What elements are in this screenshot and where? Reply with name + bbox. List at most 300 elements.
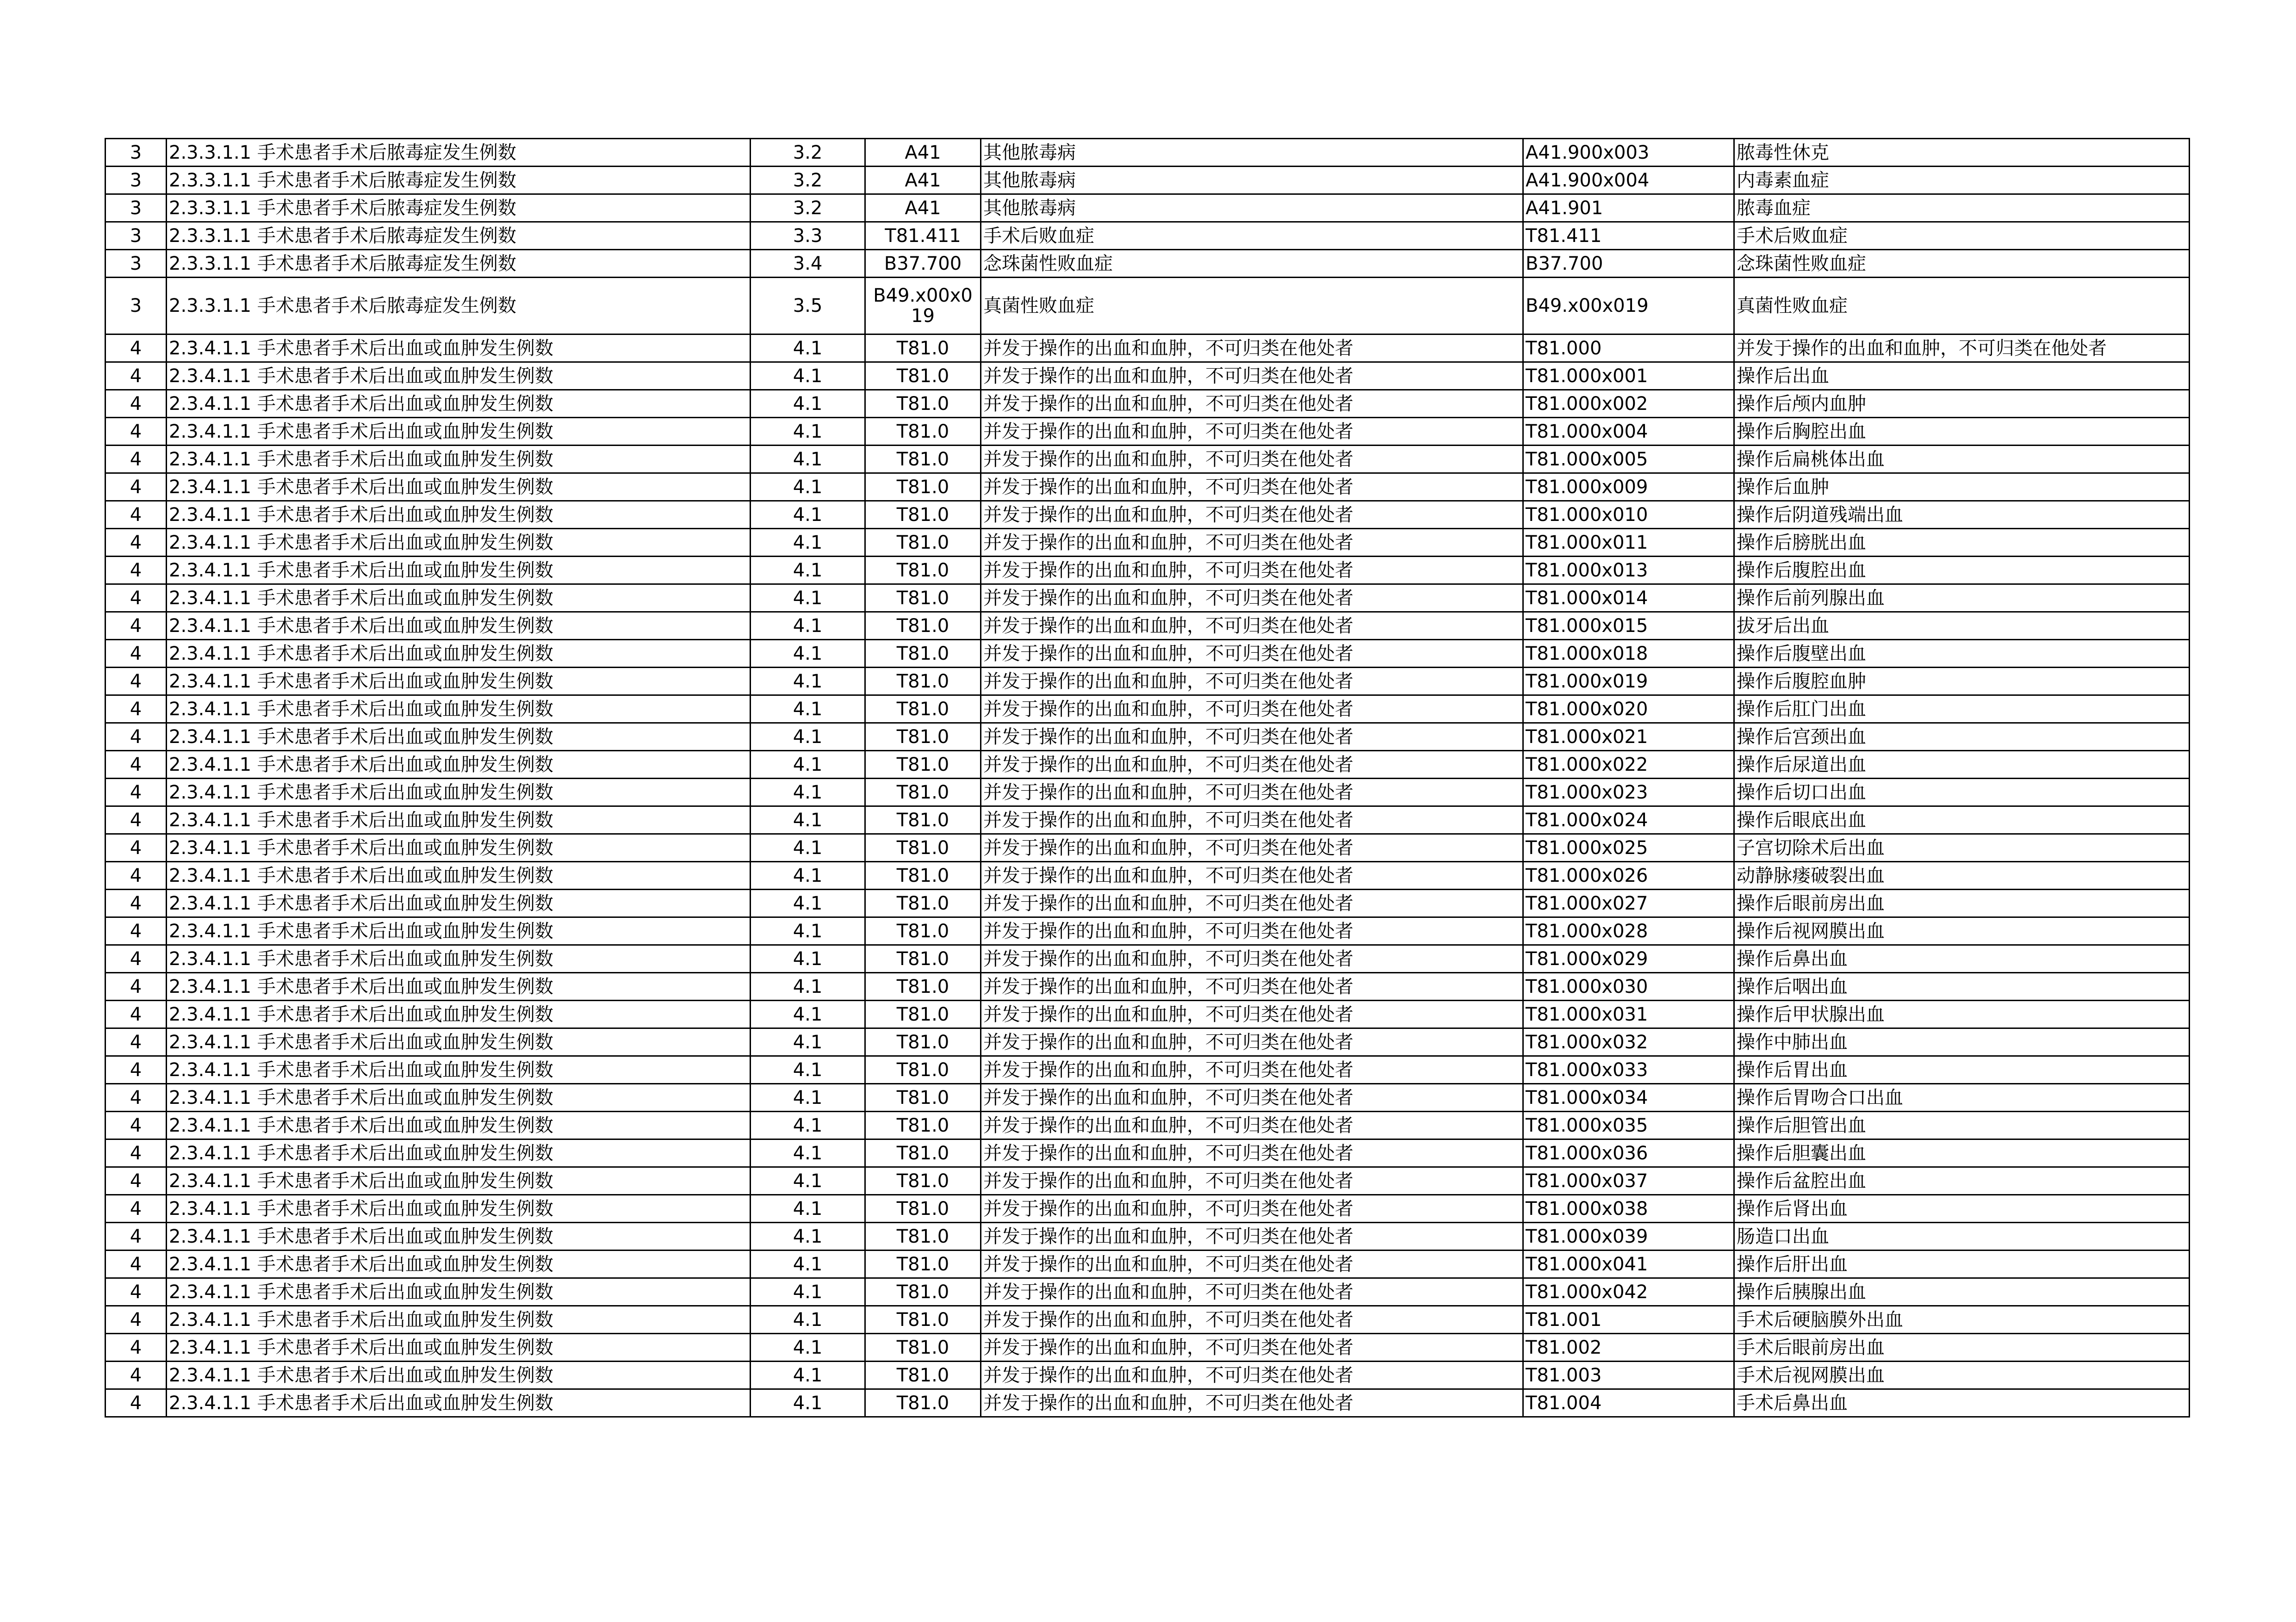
sub-index-cell: 4.1 — [751, 1389, 865, 1417]
group-cell: 4 — [105, 751, 167, 779]
category-name-cell: 并发于操作的出血和血肿，不可归类在他处者 — [981, 1112, 1523, 1139]
category-name-cell: 并发于操作的出血和血肿，不可归类在他处者 — [981, 473, 1523, 501]
table-row — [105, 1362, 2190, 1389]
category-code-cell: T81.0 — [865, 806, 981, 834]
diagnosis-name-cell: 操作后前列腺出血 — [1734, 584, 2190, 612]
table-row — [105, 862, 2190, 890]
diagnosis-code-cell: T81.000x030 — [1523, 973, 1734, 1001]
sub-index-cell: 4.1 — [751, 529, 865, 557]
category-code-cell: A41 — [865, 139, 981, 167]
sub-index-cell: 4.1 — [751, 612, 865, 640]
diagnosis-name-cell: 操作后颅内血肿 — [1734, 390, 2190, 418]
table-row — [105, 890, 2190, 917]
category-name-cell: 并发于操作的出血和血肿，不可归类在他处者 — [981, 390, 1523, 418]
diagnosis-code-cell: T81.000x013 — [1523, 557, 1734, 584]
indicator-cell: 2.3.4.1.1 手术患者手术后出血或血肿发生例数 — [167, 834, 751, 862]
category-code-cell: T81.0 — [865, 640, 981, 668]
diagnosis-code-cell: T81.000x041 — [1523, 1251, 1734, 1278]
diagnosis-name-cell: 操作后尿道出血 — [1734, 751, 2190, 779]
diagnosis-name-cell: 操作后血肿 — [1734, 473, 2190, 501]
category-code-cell: T81.0 — [865, 1362, 981, 1389]
sub-index-cell: 4.1 — [751, 806, 865, 834]
indicator-cell: 2.3.4.1.1 手术患者手术后出血或血肿发生例数 — [167, 1195, 751, 1223]
sub-index-cell: 4.1 — [751, 362, 865, 390]
category-name-cell: 并发于操作的出血和血肿，不可归类在他处者 — [981, 446, 1523, 473]
category-name-cell: 手术后败血症 — [981, 222, 1523, 250]
category-code-cell: T81.0 — [865, 473, 981, 501]
indicator-cell: 2.3.3.1.1 手术患者手术后脓毒症发生例数 — [167, 250, 751, 278]
category-name-cell: 并发于操作的出血和血肿，不可归类在他处者 — [981, 834, 1523, 862]
indicator-cell: 2.3.4.1.1 手术患者手术后出血或血肿发生例数 — [167, 334, 751, 362]
indicator-cell: 2.3.3.1.1 手术患者手术后脓毒症发生例数 — [167, 222, 751, 250]
sub-index-cell: 4.1 — [751, 1251, 865, 1278]
group-cell: 4 — [105, 1223, 167, 1251]
sub-index-cell: 4.1 — [751, 862, 865, 890]
table-row — [105, 945, 2190, 973]
group-cell: 4 — [105, 806, 167, 834]
sub-index-cell: 4.1 — [751, 917, 865, 945]
table-row — [105, 1223, 2190, 1251]
group-cell: 4 — [105, 779, 167, 806]
sub-index-cell: 4.1 — [751, 1112, 865, 1139]
category-code-cell: T81.0 — [865, 779, 981, 806]
group-cell: 3 — [105, 250, 167, 278]
diagnosis-code-cell: T81.000x028 — [1523, 917, 1734, 945]
category-code-cell: T81.0 — [865, 973, 981, 1001]
diagnosis-name-cell: 拔牙后出血 — [1734, 612, 2190, 640]
group-cell: 3 — [105, 167, 167, 194]
diagnosis-name-cell: 操作后出血 — [1734, 362, 2190, 390]
indicator-cell: 2.3.4.1.1 手术患者手术后出血或血肿发生例数 — [167, 1278, 751, 1306]
category-code-cell: T81.0 — [865, 1334, 981, 1362]
group-cell: 4 — [105, 1195, 167, 1223]
diagnosis-name-cell: 操作后胃吻合口出血 — [1734, 1084, 2190, 1112]
category-name-cell: 并发于操作的出血和血肿，不可归类在他处者 — [981, 917, 1523, 945]
sub-index-cell: 4.1 — [751, 1167, 865, 1195]
category-code-cell: T81.0 — [865, 1084, 981, 1112]
group-cell: 4 — [105, 584, 167, 612]
category-code-cell: T81.0 — [865, 584, 981, 612]
diagnosis-code-cell: B49.x00x019 — [1523, 278, 1734, 334]
indicator-cell: 2.3.4.1.1 手术患者手术后出血或血肿发生例数 — [167, 529, 751, 557]
diagnosis-name-cell: 念珠菌性败血症 — [1734, 250, 2190, 278]
group-cell: 4 — [105, 473, 167, 501]
group-cell: 4 — [105, 890, 167, 917]
category-name-cell: 并发于操作的出血和血肿，不可归类在他处者 — [981, 723, 1523, 751]
group-cell: 4 — [105, 1056, 167, 1084]
group-cell: 4 — [105, 945, 167, 973]
category-code-cell: T81.0 — [865, 862, 981, 890]
sub-index-cell: 3.3 — [751, 222, 865, 250]
category-code-cell: T81.0 — [865, 945, 981, 973]
indicator-cell: 2.3.4.1.1 手术患者手术后出血或血肿发生例数 — [167, 1167, 751, 1195]
sub-index-cell: 4.1 — [751, 695, 865, 723]
category-code-cell: A41 — [865, 194, 981, 222]
category-code-cell: T81.0 — [865, 751, 981, 779]
sub-index-cell: 4.1 — [751, 640, 865, 668]
diagnosis-name-cell: 手术后视网膜出血 — [1734, 1362, 2190, 1389]
table-row — [105, 584, 2190, 612]
diagnosis-name-cell: 操作后视网膜出血 — [1734, 917, 2190, 945]
table-row — [105, 529, 2190, 557]
diagnosis-name-cell: 操作后胆管出血 — [1734, 1112, 2190, 1139]
category-name-cell: 并发于操作的出血和血肿，不可归类在他处者 — [981, 1028, 1523, 1056]
indicator-cell: 2.3.4.1.1 手术患者手术后出血或血肿发生例数 — [167, 862, 751, 890]
indicator-cell: 2.3.3.1.1 手术患者手术后脓毒症发生例数 — [167, 139, 751, 167]
indicator-cell: 2.3.4.1.1 手术患者手术后出血或血肿发生例数 — [167, 668, 751, 695]
category-name-cell: 并发于操作的出血和血肿，不可归类在他处者 — [981, 362, 1523, 390]
category-name-cell: 其他脓毒病 — [981, 194, 1523, 222]
diagnosis-code-cell: A41.901 — [1523, 194, 1734, 222]
indicator-cell: 2.3.4.1.1 手术患者手术后出血或血肿发生例数 — [167, 917, 751, 945]
sub-index-cell: 4.1 — [751, 1056, 865, 1084]
category-name-cell: 并发于操作的出血和血肿，不可归类在他处者 — [981, 1223, 1523, 1251]
diagnosis-name-cell: 操作后膀胱出血 — [1734, 529, 2190, 557]
category-code-cell: T81.0 — [865, 557, 981, 584]
diagnosis-code-cell: T81.001 — [1523, 1306, 1734, 1334]
table-row — [105, 334, 2190, 362]
table-row — [105, 1251, 2190, 1278]
category-code-cell: T81.0 — [865, 501, 981, 529]
diagnosis-name-cell: 子宫切除术后出血 — [1734, 834, 2190, 862]
table-row — [105, 723, 2190, 751]
indicator-cell: 2.3.3.1.1 手术患者手术后脓毒症发生例数 — [167, 194, 751, 222]
sub-index-cell: 4.1 — [751, 1139, 865, 1167]
category-name-cell: 并发于操作的出血和血肿，不可归类在他处者 — [981, 1306, 1523, 1334]
category-code-cell: T81.0 — [865, 446, 981, 473]
indicator-cell: 2.3.4.1.1 手术患者手术后出血或血肿发生例数 — [167, 973, 751, 1001]
diagnosis-name-cell: 操作中肺出血 — [1734, 1028, 2190, 1056]
diagnosis-name-cell: 真菌性败血症 — [1734, 278, 2190, 334]
category-name-cell: 并发于操作的出血和血肿，不可归类在他处者 — [981, 584, 1523, 612]
table-row — [105, 139, 2190, 167]
table-row — [105, 390, 2190, 418]
category-code-cell: T81.0 — [865, 1195, 981, 1223]
diagnosis-code-cell: T81.000x019 — [1523, 668, 1734, 695]
sub-index-cell: 3.2 — [751, 167, 865, 194]
category-code-cell: T81.0 — [865, 390, 981, 418]
category-code-cell: T81.0 — [865, 1056, 981, 1084]
category-code-cell: T81.0 — [865, 612, 981, 640]
indicator-cell: 2.3.4.1.1 手术患者手术后出血或血肿发生例数 — [167, 1389, 751, 1417]
indicator-cell: 2.3.4.1.1 手术患者手术后出血或血肿发生例数 — [167, 695, 751, 723]
diagnosis-code-cell: T81.000x025 — [1523, 834, 1734, 862]
group-cell: 4 — [105, 834, 167, 862]
group-cell: 3 — [105, 222, 167, 250]
table-row — [105, 1028, 2190, 1056]
table-row — [105, 1001, 2190, 1028]
category-code-cell: T81.411 — [865, 222, 981, 250]
category-code-cell: T81.0 — [865, 917, 981, 945]
diagnosis-name-cell: 操作后甲状腺出血 — [1734, 1001, 2190, 1028]
category-name-cell: 并发于操作的出血和血肿，不可归类在他处者 — [981, 1001, 1523, 1028]
table-row — [105, 1112, 2190, 1139]
table-row — [105, 1306, 2190, 1334]
sub-index-cell: 4.1 — [751, 473, 865, 501]
table-row — [105, 1139, 2190, 1167]
sub-index-cell: 3.4 — [751, 250, 865, 278]
category-name-cell: 并发于操作的出血和血肿，不可归类在他处者 — [981, 1167, 1523, 1195]
category-code-cell: T81.0 — [865, 334, 981, 362]
category-code-cell: B37.700 — [865, 250, 981, 278]
category-code-cell: B49.x00x019 — [865, 278, 981, 334]
category-name-cell: 并发于操作的出血和血肿，不可归类在他处者 — [981, 640, 1523, 668]
category-code-cell: T81.0 — [865, 1223, 981, 1251]
table-row — [105, 362, 2190, 390]
diagnosis-code-cell: T81.000x032 — [1523, 1028, 1734, 1056]
category-code-cell: T81.0 — [865, 529, 981, 557]
table-row — [105, 806, 2190, 834]
category-code-cell: T81.0 — [865, 1306, 981, 1334]
diagnosis-code-cell: A41.900x003 — [1523, 139, 1734, 167]
category-code-cell: A41 — [865, 167, 981, 194]
diagnosis-code-cell: T81.000x037 — [1523, 1167, 1734, 1195]
diagnosis-name-cell: 操作后肛门出血 — [1734, 695, 2190, 723]
diagnosis-code-cell: T81.000x033 — [1523, 1056, 1734, 1084]
group-cell: 4 — [105, 1112, 167, 1139]
diagnosis-name-cell: 操作后扁桃体出血 — [1734, 446, 2190, 473]
indicator-cell: 2.3.4.1.1 手术患者手术后出血或血肿发生例数 — [167, 751, 751, 779]
category-code-cell: T81.0 — [865, 418, 981, 446]
category-name-cell: 并发于操作的出血和血肿，不可归类在他处者 — [981, 695, 1523, 723]
sub-index-cell: 4.1 — [751, 973, 865, 1001]
sub-index-cell: 4.1 — [751, 668, 865, 695]
diagnosis-name-cell: 操作后胆囊出血 — [1734, 1139, 2190, 1167]
category-name-cell: 并发于操作的出血和血肿，不可归类在他处者 — [981, 1056, 1523, 1084]
category-name-cell: 念珠菌性败血症 — [981, 250, 1523, 278]
table-row — [105, 1389, 2190, 1417]
category-name-cell: 并发于操作的出血和血肿，不可归类在他处者 — [981, 1139, 1523, 1167]
table-row — [105, 222, 2190, 250]
diagnosis-name-cell: 内毒素血症 — [1734, 167, 2190, 194]
group-cell: 4 — [105, 418, 167, 446]
diagnosis-code-cell: T81.000x024 — [1523, 806, 1734, 834]
diagnosis-code-cell: T81.000x018 — [1523, 640, 1734, 668]
diagnosis-name-cell: 并发于操作的出血和血肿，不可归类在他处者 — [1734, 334, 2190, 362]
diagnosis-code-cell: T81.000x010 — [1523, 501, 1734, 529]
table-row — [105, 612, 2190, 640]
table-row — [105, 278, 2190, 334]
diagnosis-code-cell: T81.000x031 — [1523, 1001, 1734, 1028]
group-cell: 4 — [105, 973, 167, 1001]
sub-index-cell: 4.1 — [751, 1362, 865, 1389]
category-name-cell: 并发于操作的出血和血肿，不可归类在他处者 — [981, 1084, 1523, 1112]
category-code-cell: T81.0 — [865, 362, 981, 390]
diagnosis-code-cell: T81.411 — [1523, 222, 1734, 250]
table-row — [105, 250, 2190, 278]
diagnosis-code-cell: T81.000x011 — [1523, 529, 1734, 557]
category-code-cell: T81.0 — [865, 1167, 981, 1195]
diagnosis-name-cell: 操作后腹腔出血 — [1734, 557, 2190, 584]
category-code-cell: T81.0 — [865, 890, 981, 917]
indicator-cell: 2.3.4.1.1 手术患者手术后出血或血肿发生例数 — [167, 612, 751, 640]
group-cell: 3 — [105, 278, 167, 334]
table-row — [105, 973, 2190, 1001]
sub-index-cell: 4.1 — [751, 1001, 865, 1028]
sub-index-cell: 4.1 — [751, 1223, 865, 1251]
diagnosis-code-cell: T81.000x014 — [1523, 584, 1734, 612]
sub-index-cell: 4.1 — [751, 334, 865, 362]
category-code-cell: T81.0 — [865, 723, 981, 751]
diagnosis-code-cell: T81.000x039 — [1523, 1223, 1734, 1251]
category-name-cell: 并发于操作的出血和血肿，不可归类在他处者 — [981, 501, 1523, 529]
sub-index-cell: 4.1 — [751, 779, 865, 806]
diagnosis-code-cell: T81.000x022 — [1523, 751, 1734, 779]
diagnosis-name-cell: 操作后肝出血 — [1734, 1251, 2190, 1278]
indicator-cell: 2.3.3.1.1 手术患者手术后脓毒症发生例数 — [167, 167, 751, 194]
diagnosis-name-cell: 操作后肾出血 — [1734, 1195, 2190, 1223]
category-name-cell: 并发于操作的出血和血肿，不可归类在他处者 — [981, 1362, 1523, 1389]
diagnosis-name-cell: 手术后败血症 — [1734, 222, 2190, 250]
group-cell: 4 — [105, 334, 167, 362]
diagnosis-name-cell: 肠造口出血 — [1734, 1223, 2190, 1251]
category-code-cell: T81.0 — [865, 668, 981, 695]
table-row — [105, 446, 2190, 473]
category-name-cell: 并发于操作的出血和血肿，不可归类在他处者 — [981, 334, 1523, 362]
category-name-cell: 并发于操作的出血和血肿，不可归类在他处者 — [981, 529, 1523, 557]
category-name-cell: 并发于操作的出血和血肿，不可归类在他处者 — [981, 1251, 1523, 1278]
group-cell: 4 — [105, 529, 167, 557]
category-code-cell: T81.0 — [865, 1139, 981, 1167]
group-cell: 4 — [105, 362, 167, 390]
table-row — [105, 194, 2190, 222]
diagnosis-name-cell: 操作后腹腔血肿 — [1734, 668, 2190, 695]
indicator-cell: 2.3.4.1.1 手术患者手术后出血或血肿发生例数 — [167, 1139, 751, 1167]
group-cell: 4 — [105, 557, 167, 584]
table-row — [105, 418, 2190, 446]
category-name-cell: 并发于操作的出血和血肿，不可归类在他处者 — [981, 1278, 1523, 1306]
diagnosis-code-cell: T81.004 — [1523, 1389, 1734, 1417]
diagnosis-code-cell: T81.000x015 — [1523, 612, 1734, 640]
category-name-cell: 其他脓毒病 — [981, 167, 1523, 194]
sub-index-cell: 4.1 — [751, 418, 865, 446]
group-cell: 4 — [105, 1001, 167, 1028]
diagnosis-name-cell: 操作后胃出血 — [1734, 1056, 2190, 1084]
diagnosis-code-cell: T81.000x026 — [1523, 862, 1734, 890]
sub-index-cell: 4.1 — [751, 446, 865, 473]
sub-index-cell: 4.1 — [751, 1278, 865, 1306]
sub-index-cell: 4.1 — [751, 390, 865, 418]
category-code-cell: T81.0 — [865, 1028, 981, 1056]
diagnosis-code-cell: T81.000x001 — [1523, 362, 1734, 390]
diagnosis-code-cell: T81.000x021 — [1523, 723, 1734, 751]
group-cell: 4 — [105, 1389, 167, 1417]
table-row — [105, 917, 2190, 945]
category-name-cell: 并发于操作的出血和血肿，不可归类在他处者 — [981, 779, 1523, 806]
category-name-cell: 并发于操作的出血和血肿，不可归类在他处者 — [981, 668, 1523, 695]
group-cell: 4 — [105, 723, 167, 751]
category-name-cell: 并发于操作的出血和血肿，不可归类在他处者 — [981, 1195, 1523, 1223]
diagnosis-code-cell: T81.000x009 — [1523, 473, 1734, 501]
table-row — [105, 1334, 2190, 1362]
group-cell: 4 — [105, 1362, 167, 1389]
group-cell: 4 — [105, 446, 167, 473]
category-name-cell: 并发于操作的出血和血肿，不可归类在他处者 — [981, 557, 1523, 584]
indicator-cell: 2.3.4.1.1 手术患者手术后出血或血肿发生例数 — [167, 1306, 751, 1334]
sub-index-cell: 4.1 — [751, 945, 865, 973]
diagnosis-code-cell: A41.900x004 — [1523, 167, 1734, 194]
diagnosis-name-cell: 手术后硬脑膜外出血 — [1734, 1306, 2190, 1334]
sub-index-cell: 4.1 — [751, 1195, 865, 1223]
table-row — [105, 167, 2190, 194]
diagnosis-name-cell: 操作后腹壁出血 — [1734, 640, 2190, 668]
category-code-cell: T81.0 — [865, 1251, 981, 1278]
indicator-cell: 2.3.3.1.1 手术患者手术后脓毒症发生例数 — [167, 278, 751, 334]
indicator-cell: 2.3.4.1.1 手术患者手术后出血或血肿发生例数 — [167, 1084, 751, 1112]
sub-index-cell: 4.1 — [751, 890, 865, 917]
diagnosis-name-cell: 脓毒性休克 — [1734, 139, 2190, 167]
table-row — [105, 1056, 2190, 1084]
diagnosis-name-cell: 手术后眼前房出血 — [1734, 1334, 2190, 1362]
table-row — [105, 1195, 2190, 1223]
category-code-cell: T81.0 — [865, 1278, 981, 1306]
table-row — [105, 668, 2190, 695]
indicator-cell: 2.3.4.1.1 手术患者手术后出血或血肿发生例数 — [167, 1223, 751, 1251]
table-row — [105, 640, 2190, 668]
table-row — [105, 557, 2190, 584]
category-name-cell: 并发于操作的出血和血肿，不可归类在他处者 — [981, 862, 1523, 890]
diagnosis-name-cell: 操作后宫颈出血 — [1734, 723, 2190, 751]
sub-index-cell: 4.1 — [751, 1306, 865, 1334]
group-cell: 4 — [105, 1334, 167, 1362]
sub-index-cell: 4.1 — [751, 501, 865, 529]
diagnosis-name-cell: 操作后眼底出血 — [1734, 806, 2190, 834]
group-cell: 4 — [105, 917, 167, 945]
diagnosis-code-cell: T81.000x005 — [1523, 446, 1734, 473]
sub-index-cell: 3.2 — [751, 194, 865, 222]
sub-index-cell: 3.5 — [751, 278, 865, 334]
category-name-cell: 并发于操作的出血和血肿，不可归类在他处者 — [981, 751, 1523, 779]
diagnosis-code-cell: T81.000x042 — [1523, 1278, 1734, 1306]
category-code-cell: T81.0 — [865, 695, 981, 723]
category-code-cell: T81.0 — [865, 1112, 981, 1139]
diagnosis-code-cell: T81.000x038 — [1523, 1195, 1734, 1223]
diagnosis-name-cell: 操作后胰腺出血 — [1734, 1278, 2190, 1306]
sub-index-cell: 4.1 — [751, 723, 865, 751]
category-name-cell: 并发于操作的出血和血肿，不可归类在他处者 — [981, 973, 1523, 1001]
diagnosis-name-cell: 手术后鼻出血 — [1734, 1389, 2190, 1417]
diagnosis-name-cell: 操作后胸腔出血 — [1734, 418, 2190, 446]
group-cell: 4 — [105, 1306, 167, 1334]
category-name-cell: 并发于操作的出血和血肿，不可归类在他处者 — [981, 612, 1523, 640]
diagnosis-name-cell: 操作后盆腔出血 — [1734, 1167, 2190, 1195]
table-row — [105, 834, 2190, 862]
category-name-cell: 并发于操作的出血和血肿，不可归类在他处者 — [981, 806, 1523, 834]
sub-index-cell: 4.1 — [751, 751, 865, 779]
diagnosis-code-cell: B37.700 — [1523, 250, 1734, 278]
sub-index-cell: 4.1 — [751, 557, 865, 584]
indicator-cell: 2.3.4.1.1 手术患者手术后出血或血肿发生例数 — [167, 1056, 751, 1084]
sub-index-cell: 4.1 — [751, 834, 865, 862]
group-cell: 4 — [105, 1028, 167, 1056]
indicator-cell: 2.3.4.1.1 手术患者手术后出血或血肿发生例数 — [167, 806, 751, 834]
diagnosis-code-cell: T81.000 — [1523, 334, 1734, 362]
indicator-cell: 2.3.4.1.1 手术患者手术后出血或血肿发生例数 — [167, 557, 751, 584]
indicator-cell: 2.3.4.1.1 手术患者手术后出血或血肿发生例数 — [167, 1001, 751, 1028]
data-table — [105, 138, 2190, 1418]
indicator-cell: 2.3.4.1.1 手术患者手术后出血或血肿发生例数 — [167, 1362, 751, 1389]
indicator-cell: 2.3.4.1.1 手术患者手术后出血或血肿发生例数 — [167, 779, 751, 806]
indicator-cell: 2.3.4.1.1 手术患者手术后出血或血肿发生例数 — [167, 584, 751, 612]
diagnosis-code-cell: T81.000x035 — [1523, 1112, 1734, 1139]
indicator-cell: 2.3.4.1.1 手术患者手术后出血或血肿发生例数 — [167, 362, 751, 390]
diagnosis-code-cell: T81.000x027 — [1523, 890, 1734, 917]
group-cell: 4 — [105, 1084, 167, 1112]
diagnosis-name-cell: 操作后鼻出血 — [1734, 945, 2190, 973]
category-code-cell: T81.0 — [865, 1389, 981, 1417]
diagnosis-code-cell: T81.000x023 — [1523, 779, 1734, 806]
diagnosis-name-cell: 操作后眼前房出血 — [1734, 890, 2190, 917]
